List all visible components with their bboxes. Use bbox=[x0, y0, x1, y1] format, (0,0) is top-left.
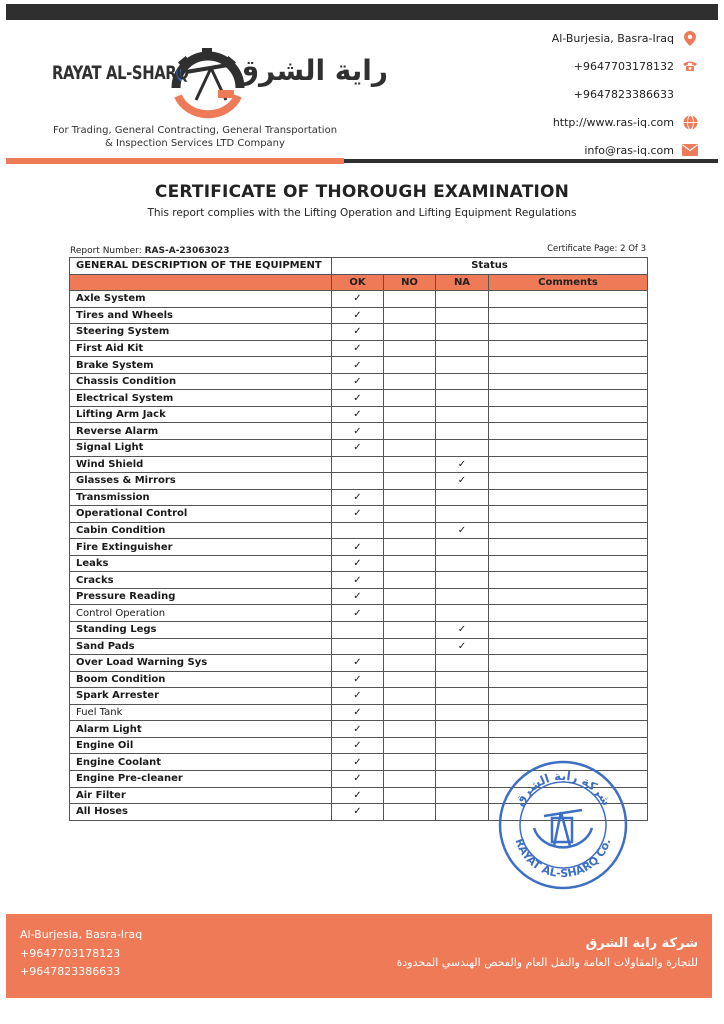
comments-cell bbox=[489, 655, 648, 672]
table-row bbox=[70, 622, 648, 639]
comments-cell bbox=[489, 291, 648, 308]
comments-cell bbox=[489, 572, 648, 589]
footer-phone-2[interactable]: +9647823386633 bbox=[20, 965, 121, 978]
status-cell-ok bbox=[332, 440, 384, 457]
status-cell-na bbox=[436, 605, 489, 622]
status-cell-ok bbox=[332, 737, 384, 754]
check-mark-icon: ✓ bbox=[353, 657, 362, 669]
status-cell-ok bbox=[332, 423, 384, 440]
status-cell-no bbox=[384, 423, 436, 440]
table-row bbox=[70, 572, 648, 589]
equipment-item-label: Spark Arrester bbox=[70, 688, 332, 705]
check-mark-icon: ✓ bbox=[353, 673, 362, 685]
status-cell-no bbox=[384, 787, 436, 804]
table-row bbox=[70, 390, 648, 407]
comments-cell bbox=[489, 340, 648, 357]
status-cell-na bbox=[436, 754, 489, 771]
status-cell-no bbox=[384, 638, 436, 655]
location-pin-icon bbox=[682, 30, 698, 46]
check-mark-icon: ✓ bbox=[457, 525, 467, 537]
company-desc-line-1: For Trading, General Contracting, General Transportation bbox=[52, 125, 338, 136]
contact-phone-2[interactable] bbox=[468, 80, 698, 108]
check-mark-icon: ✓ bbox=[353, 558, 362, 570]
table-header-row bbox=[70, 258, 648, 275]
status-cell-na bbox=[436, 522, 489, 539]
status-cell-na bbox=[436, 307, 489, 324]
status-cell-na bbox=[436, 572, 489, 589]
comments-cell bbox=[489, 721, 648, 738]
status-cell-ok bbox=[332, 406, 384, 423]
equipment-item-label: Operational Control bbox=[70, 506, 332, 523]
check-mark-icon: ✓ bbox=[353, 359, 362, 371]
status-cell-ok bbox=[332, 588, 384, 605]
table-row bbox=[70, 373, 648, 390]
table-row bbox=[70, 307, 648, 324]
status-cell-no bbox=[384, 456, 436, 473]
equipment-item-label: Alarm Light bbox=[70, 721, 332, 738]
status-cell-no bbox=[384, 605, 436, 622]
equipment-item-label: Boom Condition bbox=[70, 671, 332, 688]
footer-bar bbox=[6, 914, 712, 998]
check-mark-icon: ✓ bbox=[353, 740, 362, 752]
equipment-item-label: All Hoses bbox=[70, 804, 332, 821]
equipment-item-label: Air Filter bbox=[70, 787, 332, 804]
status-cell-no bbox=[384, 506, 436, 523]
status-cell-ok bbox=[332, 291, 384, 308]
equipment-item-label: Over Load Warning Sys bbox=[70, 655, 332, 672]
globe-icon bbox=[682, 114, 698, 130]
table-row bbox=[70, 340, 648, 357]
report-number-value: RAS-A-23063023 bbox=[144, 246, 230, 256]
status-cell-ok bbox=[332, 671, 384, 688]
check-mark-icon: ✓ bbox=[353, 309, 362, 321]
table-row bbox=[70, 440, 648, 457]
logo-english-text: RAYAT AL-SHARQ bbox=[52, 62, 189, 84]
table-row bbox=[70, 539, 648, 556]
table-row bbox=[70, 638, 648, 655]
status-cell-ok bbox=[332, 473, 384, 490]
equipment-item-label: Wind Shield bbox=[70, 456, 332, 473]
table-row bbox=[70, 605, 648, 622]
header-divider bbox=[6, 158, 718, 164]
comments-cell bbox=[489, 688, 648, 705]
status-cell-na bbox=[436, 737, 489, 754]
table-row bbox=[70, 324, 648, 341]
check-mark-icon: ✓ bbox=[353, 491, 362, 503]
status-cell-ok bbox=[332, 655, 384, 672]
status-cell-no bbox=[384, 373, 436, 390]
table-row bbox=[70, 473, 648, 490]
status-cell-ok bbox=[332, 357, 384, 374]
status-cell-na bbox=[436, 489, 489, 506]
equipment-item-label: Leaks bbox=[70, 555, 332, 572]
status-cell-na bbox=[436, 456, 489, 473]
table-row bbox=[70, 291, 648, 308]
equipment-item-label: Fuel Tank bbox=[70, 704, 332, 721]
status-cell-ok bbox=[332, 787, 384, 804]
equipment-item-label: Fire Extinguisher bbox=[70, 539, 332, 556]
status-cell-na bbox=[436, 588, 489, 605]
status-cell-na bbox=[436, 473, 489, 490]
equipment-item-label: Sand Pads bbox=[70, 638, 332, 655]
document-title: CERTIFICATE OF THOROUGH EXAMINATION bbox=[154, 182, 570, 202]
comments-cell bbox=[489, 539, 648, 556]
table-row bbox=[70, 406, 648, 423]
status-cell-no bbox=[384, 406, 436, 423]
status-cell-no bbox=[384, 671, 436, 688]
comments-cell bbox=[489, 357, 648, 374]
equipment-item-label: Glasses & Mirrors bbox=[70, 473, 332, 490]
comments-cell bbox=[489, 605, 648, 622]
col-comments-header: Comments bbox=[489, 274, 648, 291]
status-cell-no bbox=[384, 770, 436, 787]
status-cell-ok bbox=[332, 804, 384, 821]
equipment-item-label: Chassis Condition bbox=[70, 373, 332, 390]
check-mark-icon: ✓ bbox=[353, 773, 362, 785]
comments-cell bbox=[489, 307, 648, 324]
check-mark-icon: ✓ bbox=[353, 376, 362, 388]
equipment-item-label: Standing Legs bbox=[70, 622, 332, 639]
table-row bbox=[70, 588, 648, 605]
equipment-item-label: Engine Coolant bbox=[70, 754, 332, 771]
svg-text:RAYAT AL-SHARQ Co. bbox=[513, 837, 614, 880]
status-cell-ok bbox=[332, 456, 384, 473]
equipment-item-label: First Aid Kit bbox=[70, 340, 332, 357]
check-mark-icon: ✓ bbox=[353, 756, 362, 768]
comments-cell bbox=[489, 704, 648, 721]
equipment-item-label: Engine Pre-cleaner bbox=[70, 770, 332, 787]
status-cell-na bbox=[436, 721, 489, 738]
status-subheader-row bbox=[70, 274, 648, 291]
logo-arabic-text: راية الشرق bbox=[234, 54, 389, 87]
equipment-item-label: Engine Oil bbox=[70, 737, 332, 754]
email-link[interactable]: info@ras-iq.com bbox=[584, 143, 674, 157]
contact-website[interactable] bbox=[468, 108, 698, 136]
comments-cell bbox=[489, 622, 648, 639]
stamp-arabic-text: شركة راية الشرق bbox=[512, 768, 614, 809]
status-cell-na bbox=[436, 340, 489, 357]
status-header: Status bbox=[332, 258, 648, 275]
status-cell-na bbox=[436, 787, 489, 804]
check-mark-icon: ✓ bbox=[353, 409, 362, 421]
check-mark-icon: ✓ bbox=[353, 723, 362, 735]
contact-address bbox=[468, 24, 698, 52]
status-cell-ok bbox=[332, 622, 384, 639]
equipment-item-label: Brake System bbox=[70, 357, 332, 374]
equipment-item-label: Pressure Reading bbox=[70, 588, 332, 605]
status-cell-no bbox=[384, 324, 436, 341]
equipment-item-label: Steering System bbox=[70, 324, 332, 341]
table-row bbox=[70, 704, 648, 721]
status-cell-no bbox=[384, 572, 436, 589]
status-cell-ok bbox=[332, 721, 384, 738]
comments-cell bbox=[489, 555, 648, 572]
comments-cell bbox=[489, 522, 648, 539]
check-mark-icon: ✓ bbox=[353, 541, 362, 553]
phone-icon bbox=[682, 58, 698, 74]
status-cell-no bbox=[384, 489, 436, 506]
status-cell-na bbox=[436, 638, 489, 655]
envelope-icon bbox=[682, 142, 698, 158]
equipment-item-label: Cabin Condition bbox=[70, 522, 332, 539]
table-row bbox=[70, 456, 648, 473]
table-row bbox=[70, 671, 648, 688]
status-cell-na bbox=[436, 555, 489, 572]
equipment-item-label: Transmission bbox=[70, 489, 332, 506]
document-subtitle: This report complies with the Lifting Operation and Lifting Equipment Regulations bbox=[147, 207, 577, 219]
status-cell-no bbox=[384, 440, 436, 457]
status-cell-na bbox=[436, 373, 489, 390]
status-cell-ok bbox=[332, 555, 384, 572]
footer-phone-1[interactable]: +9647703178123 bbox=[20, 946, 121, 960]
check-mark-icon: ✓ bbox=[353, 293, 362, 305]
status-cell-na bbox=[436, 655, 489, 672]
table-row bbox=[70, 737, 648, 754]
equipment-item-label: Electrical System bbox=[70, 390, 332, 407]
status-cell-no bbox=[384, 390, 436, 407]
table-row bbox=[70, 423, 648, 440]
col-ok-header: OK bbox=[332, 274, 384, 291]
col-no-header: NO bbox=[384, 274, 436, 291]
comments-cell bbox=[489, 473, 648, 490]
table-row bbox=[70, 489, 648, 506]
status-cell-no bbox=[384, 622, 436, 639]
equipment-item-label: Tires and Wheels bbox=[70, 307, 332, 324]
status-cell-no bbox=[384, 473, 436, 490]
status-cell-no bbox=[384, 555, 436, 572]
company-description bbox=[50, 124, 340, 150]
address-text: Al-Burjesia, Basra-Iraq bbox=[551, 31, 674, 45]
check-mark-icon: ✓ bbox=[457, 475, 467, 487]
table-row bbox=[70, 522, 648, 539]
status-cell-no bbox=[384, 307, 436, 324]
footer-arabic-line-2: للتجارة والمقاولات العامة والنقل العام والفحص الهندسي المحدودة bbox=[396, 956, 698, 969]
status-cell-na bbox=[436, 688, 489, 705]
status-cell-ok bbox=[332, 324, 384, 341]
website-link[interactable]: http://www.ras-iq.com bbox=[552, 115, 674, 129]
footer-address: Al-Burjesia, Basra-Iraq bbox=[20, 928, 143, 941]
status-cell-na bbox=[436, 440, 489, 457]
description-header: GENERAL DESCRIPTION OF THE EQUIPMENT bbox=[70, 258, 332, 275]
col-na-header: NA bbox=[436, 274, 489, 291]
status-cell-na bbox=[436, 291, 489, 308]
comments-cell bbox=[489, 324, 648, 341]
footer-contact bbox=[20, 926, 142, 982]
comments-cell bbox=[489, 671, 648, 688]
footer-arabic-name bbox=[397, 934, 698, 972]
check-mark-icon: ✓ bbox=[353, 591, 362, 603]
equipment-item-label: Reverse Alarm bbox=[70, 423, 332, 440]
stamp-english-text: RAYAT AL-SHARQ Co. bbox=[512, 836, 614, 881]
comments-cell bbox=[489, 489, 648, 506]
check-mark-icon: ✓ bbox=[353, 607, 362, 619]
comments-cell bbox=[489, 588, 648, 605]
contact-phone-1[interactable] bbox=[468, 52, 698, 80]
company-logo bbox=[48, 28, 389, 123]
check-mark-icon: ✓ bbox=[353, 326, 362, 338]
comments-cell bbox=[489, 737, 648, 754]
report-number-label: Report Number: bbox=[70, 246, 142, 256]
table-row bbox=[70, 655, 648, 672]
equipment-item-label: Cracks bbox=[70, 572, 332, 589]
check-mark-icon: ✓ bbox=[353, 508, 362, 520]
status-cell-na bbox=[436, 770, 489, 787]
check-mark-icon: ✓ bbox=[457, 640, 467, 652]
status-cell-na bbox=[436, 357, 489, 374]
comments-cell bbox=[489, 638, 648, 655]
status-cell-ok bbox=[332, 340, 384, 357]
comments-cell bbox=[489, 423, 648, 440]
comments-cell bbox=[489, 440, 648, 457]
phone-1-text[interactable]: +9647703178132 bbox=[573, 59, 674, 73]
table-row bbox=[70, 506, 648, 523]
table-row bbox=[70, 555, 648, 572]
status-cell-ok bbox=[332, 770, 384, 787]
equipment-item-label: Signal Light bbox=[70, 440, 332, 457]
svg-text:شركة راية الشرق bbox=[512, 769, 614, 808]
status-cell-na bbox=[436, 671, 489, 688]
comments-cell bbox=[489, 390, 648, 407]
status-cell-no bbox=[384, 655, 436, 672]
table-row bbox=[70, 721, 648, 738]
status-cell-no bbox=[384, 588, 436, 605]
status-cell-no bbox=[384, 688, 436, 705]
equipment-status-table bbox=[69, 257, 648, 821]
status-cell-ok bbox=[332, 373, 384, 390]
status-cell-no bbox=[384, 804, 436, 821]
check-mark-icon: ✓ bbox=[353, 574, 362, 586]
status-cell-ok bbox=[332, 539, 384, 556]
status-cell-ok bbox=[332, 522, 384, 539]
status-cell-no bbox=[384, 721, 436, 738]
status-cell-no bbox=[384, 539, 436, 556]
status-cell-no bbox=[384, 340, 436, 357]
check-mark-icon: ✓ bbox=[353, 806, 362, 818]
check-mark-icon: ✓ bbox=[353, 392, 362, 404]
status-cell-na bbox=[436, 622, 489, 639]
company-desc-line-2: & Inspection Services LTD Company bbox=[105, 138, 285, 149]
status-cell-na bbox=[436, 406, 489, 423]
check-mark-icon: ✓ bbox=[353, 789, 362, 801]
status-cell-ok bbox=[332, 704, 384, 721]
check-mark-icon: ✓ bbox=[353, 707, 362, 719]
table-row bbox=[70, 688, 648, 705]
comments-cell bbox=[489, 456, 648, 473]
equipment-item-label: Control Operation bbox=[70, 605, 332, 622]
check-mark-icon: ✓ bbox=[457, 624, 467, 636]
phone-2-text[interactable]: +9647823386633 bbox=[573, 87, 674, 101]
status-cell-no bbox=[384, 754, 436, 771]
status-cell-ok bbox=[332, 754, 384, 771]
status-cell-ok bbox=[332, 605, 384, 622]
comments-cell bbox=[489, 406, 648, 423]
company-stamp bbox=[496, 758, 630, 892]
status-cell-na bbox=[436, 506, 489, 523]
status-cell-na bbox=[436, 423, 489, 440]
status-cell-no bbox=[384, 522, 436, 539]
equipment-item-label: Lifting Arm Jack bbox=[70, 406, 332, 423]
status-cell-no bbox=[384, 357, 436, 374]
check-mark-icon: ✓ bbox=[353, 425, 362, 437]
status-cell-no bbox=[384, 291, 436, 308]
comments-cell bbox=[489, 506, 648, 523]
status-cell-ok bbox=[332, 638, 384, 655]
status-cell-ok bbox=[332, 307, 384, 324]
status-cell-ok bbox=[332, 572, 384, 589]
status-cell-ok bbox=[332, 688, 384, 705]
equipment-item-label: Axle System bbox=[70, 291, 332, 308]
footer-arabic-line-1: شركة راية الشرق bbox=[585, 936, 698, 951]
contact-info bbox=[468, 24, 698, 164]
top-bar bbox=[6, 4, 718, 20]
check-mark-icon: ✓ bbox=[353, 442, 362, 454]
status-cell-no bbox=[384, 704, 436, 721]
status-cell-na bbox=[436, 390, 489, 407]
status-cell-na bbox=[436, 539, 489, 556]
status-cell-ok bbox=[332, 506, 384, 523]
certificate-page: Certificate Page: 2 Of 3 bbox=[547, 244, 646, 254]
status-cell-no bbox=[384, 737, 436, 754]
status-cell-ok bbox=[332, 489, 384, 506]
check-mark-icon: ✓ bbox=[457, 458, 467, 470]
status-cell-na bbox=[436, 704, 489, 721]
status-cell-na bbox=[436, 804, 489, 821]
check-mark-icon: ✓ bbox=[353, 690, 362, 702]
report-number bbox=[70, 246, 230, 256]
status-cell-ok bbox=[332, 390, 384, 407]
comments-cell bbox=[489, 373, 648, 390]
check-mark-icon: ✓ bbox=[353, 343, 362, 354]
status-cell-na bbox=[436, 324, 489, 341]
table-row bbox=[70, 357, 648, 374]
